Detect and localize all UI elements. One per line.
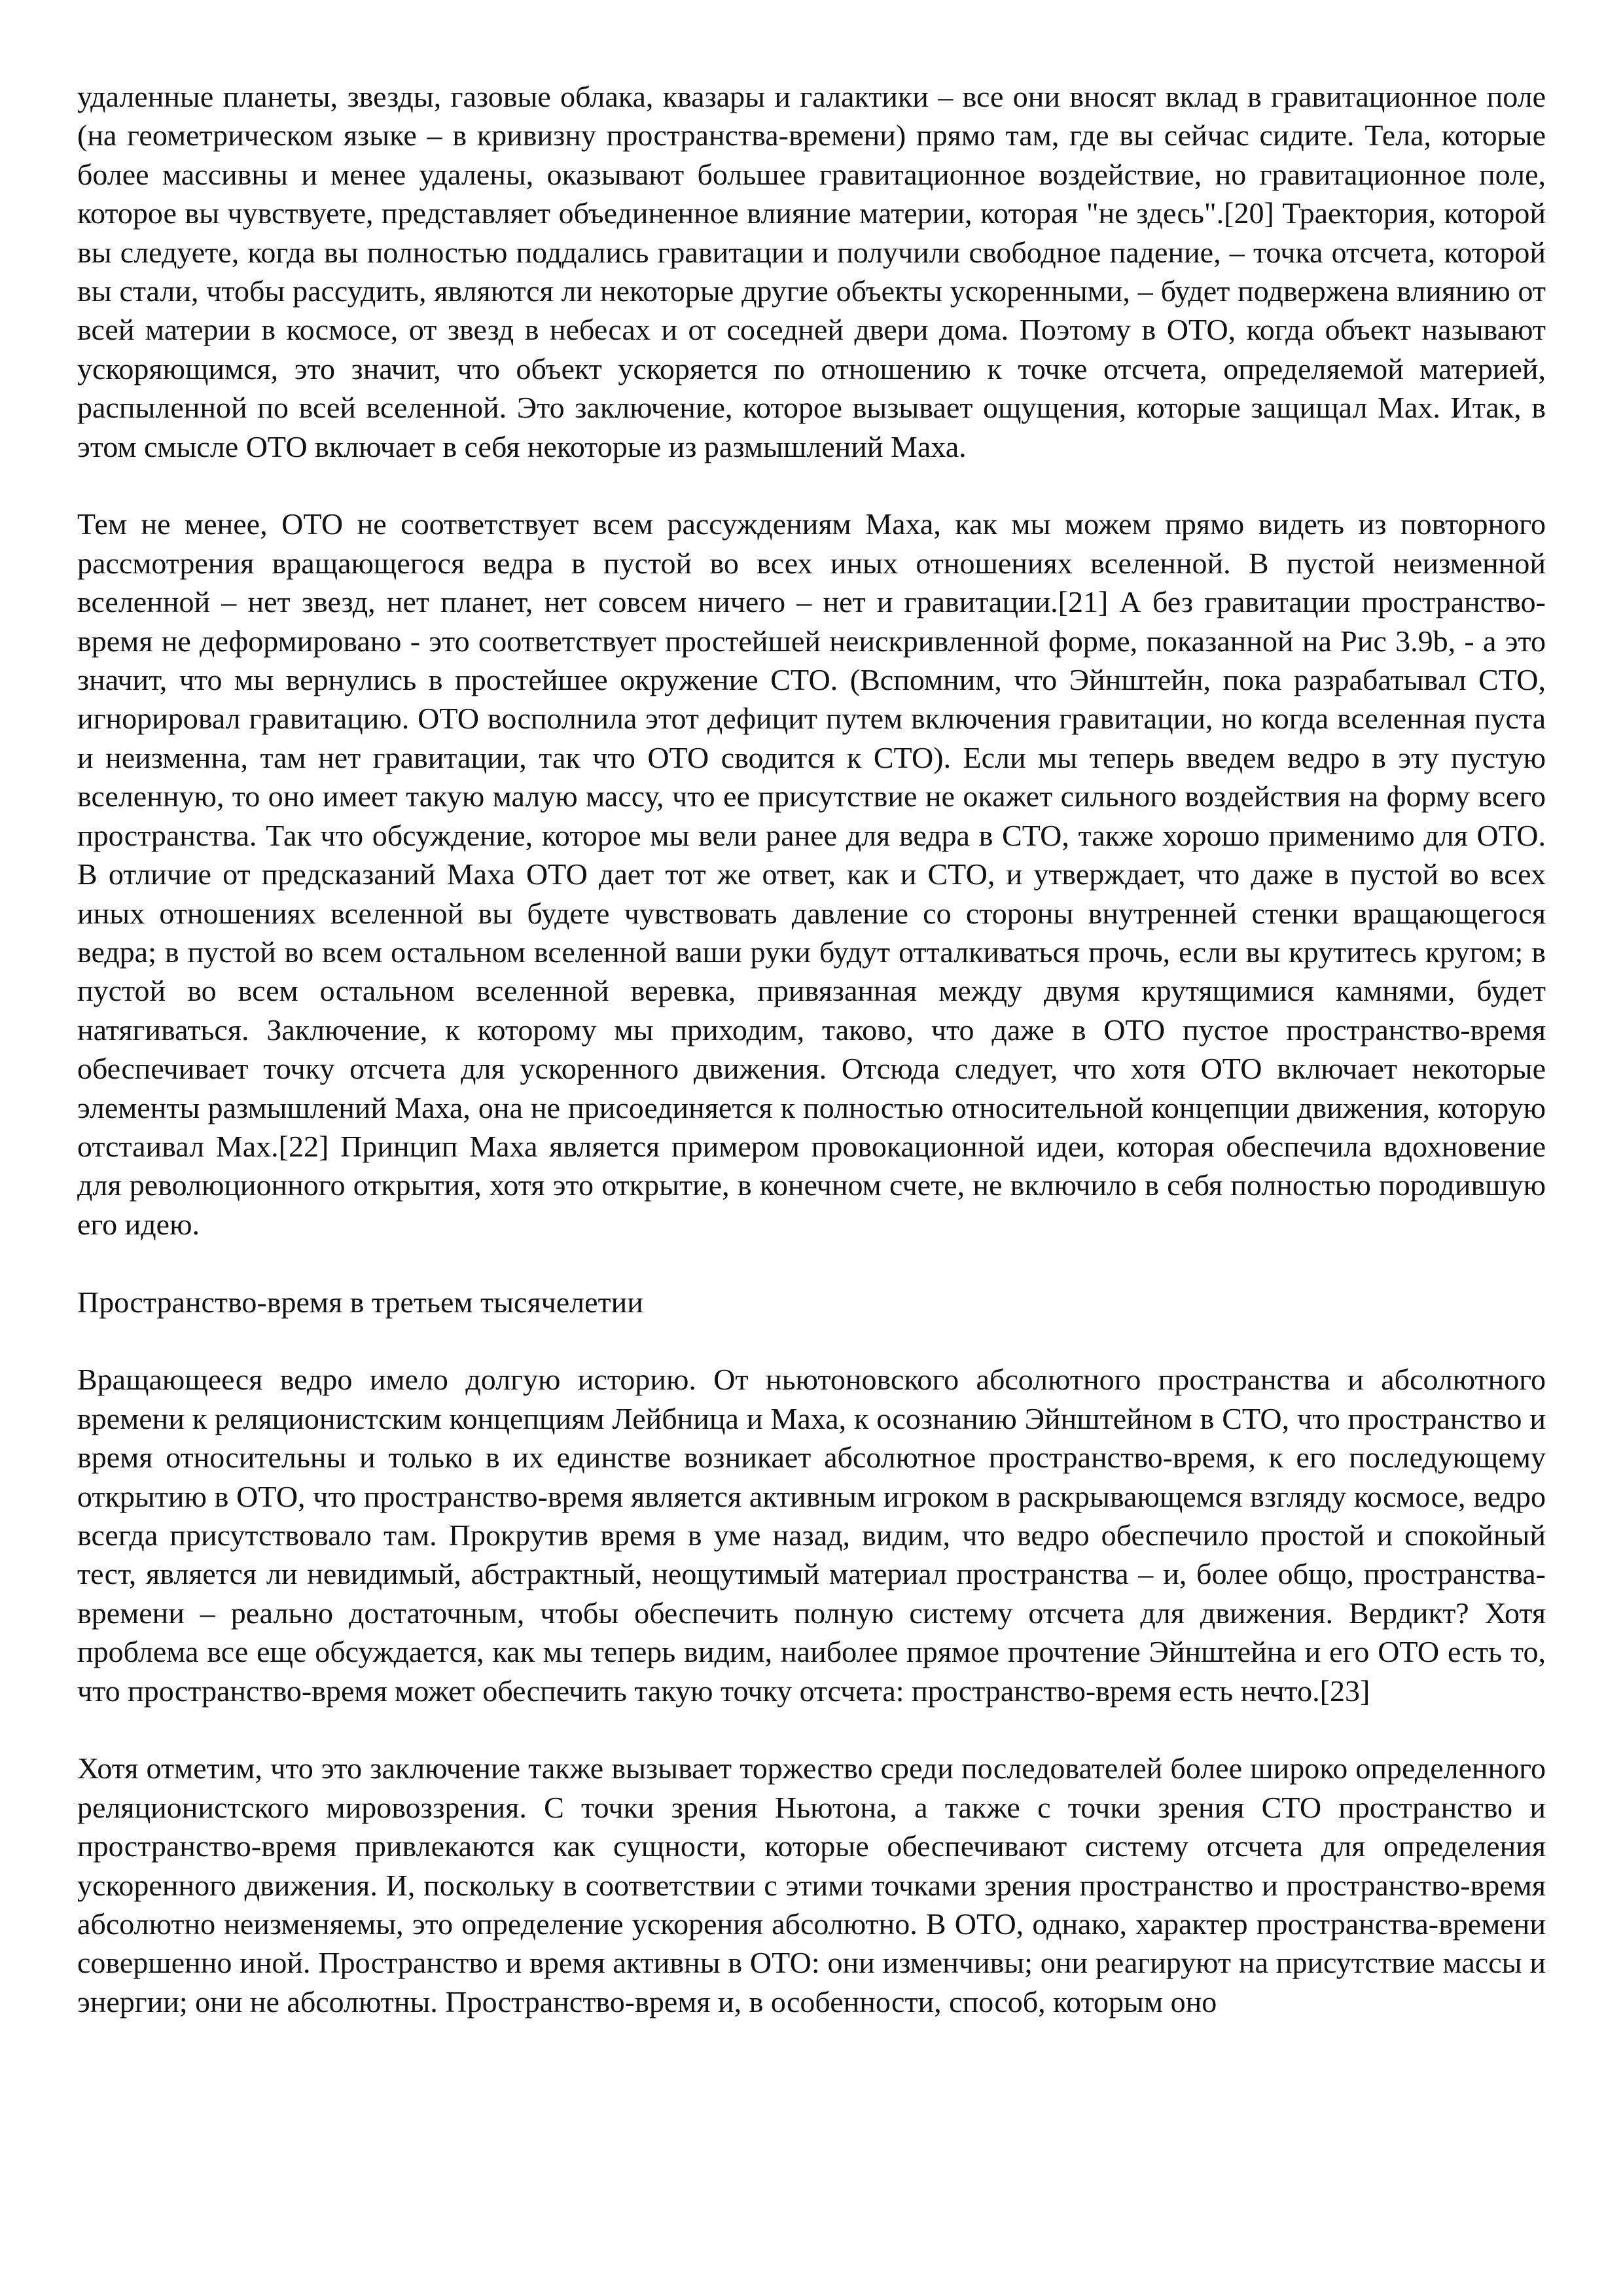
paragraph-3: Вращающееся ведро имело долгую историю. От ньютоновского абсолютного пространства и абсолютного времени к реляционистским концепциям Лейбница и Маха, к осознанию Эйнштейном в СТО, что пространство и время относительны и только в их единстве возникает абсолютное пространство-время, к его последующему открытию в ОТО, что пространство-время является активным игроком в раскрывающемся взгляду космосе, ведро всегда присутствовало там. Прокрутив время в уме назад, видим, что ведро обеспечило простой и спокойный тест, является ли невидимый, абстрактный, неощутимый материал пространства – и, более общо, пространства-времени – реально достаточным, чтобы обеспечить полную систему отсчета для движения. Вердикт? Хотя проблема все еще обсуждается, как мы теперь видим, наиболее прямое прочтение Эйнштейна и его ОТО есть то, что пространство-время может обеспечить такую точку отсчета: пространство-время есть нечто.[23]: [77, 1363, 1546, 1708]
paragraph-2: Тем не менее, ОТО не соответствует всем рассуждениям Маха, как мы можем прямо видеть из повторного рассмотрения вращающегося ведра в пустой во всех иных отношениях вселенной. В пустой неизменной вселенной – нет звезд, нет планет, нет совсем ничего – нет и гравитации.[21] А без гравитации пространство-время не деформировано - это соответствует простейшей неискривленной форме, показанной на Рис 3.9b, - а это значит, что мы вернулись в простейшее окружение СТО. (Вспомним, что Эйнштейн, пока разрабатывал СТО, игнорировал гравитацию. ОТО восполнила этот дефицит путем включения гравитации, но когда вселенная пуста и неизменна, там нет гравитации, так что ОТО сводится к СТО). Если мы теперь введем ведро в эту пустую вселенную, то оно имеет такую малую массу, что ее присутствие не окажет сильного воздействия на форму всего пространства. Так что обсуждение, которое мы вели ранее для ведра в СТО, также хорошо применимо для ОТО. В отличие от предсказаний Маха ОТО дает тот же ответ, как и СТО, и утверждает, что даже в пустой во всех иных отношениях вселенной вы будете чувствовать давление со стороны внутренней стенки вращающегося ведра; в пустой во всем остальном вселенной ваши руки будут отталкиваться прочь, если вы крутитесь кругом; в пустой во всем остальном вселенной веревка, привязанная между двумя крутящимися камнями, будет натягиваться. Заключение, к которому мы приходим, таково, что даже в ОТО пустое пространство-время обеспечивает точку отсчета для ускоренного движения. Отсюда следует, что хотя ОТО включает некоторые элементы размышлений Маха, она не присоединяется к полностью относительной концепции движения, которую отстаивал Мах.[22] Принцип Маха является примером провокационной идеи, которая обеспечила вдохновение для революционного открытия, хотя это открытие, в конечном счете, не включило в себя полностью породившую его идею.: [77, 507, 1546, 1241]
paragraph-4: Хотя отметим, что это заключение также вызывает торжество среди последователей более широко определенного реляционистского мировоззрения. С точки зрения Ньютона, а также с точки зрения СТО пространство и пространство-время привлекаются как сущности, которые обеспечивают систему отсчета для определения ускоренного движения. И, поскольку в соответствии с этими точками зрения пространство и пространство-время абсолютно неизменяемы, это определение ускорения абсолютно. В ОТО, однако, характер пространства-времени совершенно иной. Пространство и время активны в ОТО: они изменчивы; они реагируют на присутствие массы и энергии; они не абсолютны. Пространство-время и, в особенности, способ, которым оно: [77, 1751, 1546, 2018]
paragraph-1: удаленные планеты, звезды, газовые облака, квазары и галактики – все они вносят вклад в гравитационное поле (на геометрическом языке – в кривизну пространства-времени) прямо там, где вы сейчас сидите. Тела, которые более массивны и менее удалены, оказывают большее гравитационное воздействие, но гравитационное поле, которое вы чувствуете, представляет объединенное влияние материи, которая "не здесь".[20] Траектория, которой вы следуете, когда вы полностью поддались гравитации и получили свободное падение, – точка отсчета, которой вы стали, чтобы рассудить, являются ли некоторые другие объекты ускоренными, – будет подвержена влиянию от всей материи в космосе, от звезд в небесах и от соседней двери дома. Поэтому в ОТО, когда объект называют ускоряющимся, это значит, что объект ускоряется по отношению к точке отсчета, определяемой материей, распыленной по всей вселенной. Это заключение, которое вызывает ощущения, которые защищал Мах. Итак, в этом смысле ОТО включает в себя некоторые из размышлений Маха.: [77, 80, 1546, 463]
section-heading: Пространство-время в третьем тысячелетии: [77, 1285, 643, 1319]
document-page: [77, 77, 1546, 2060]
